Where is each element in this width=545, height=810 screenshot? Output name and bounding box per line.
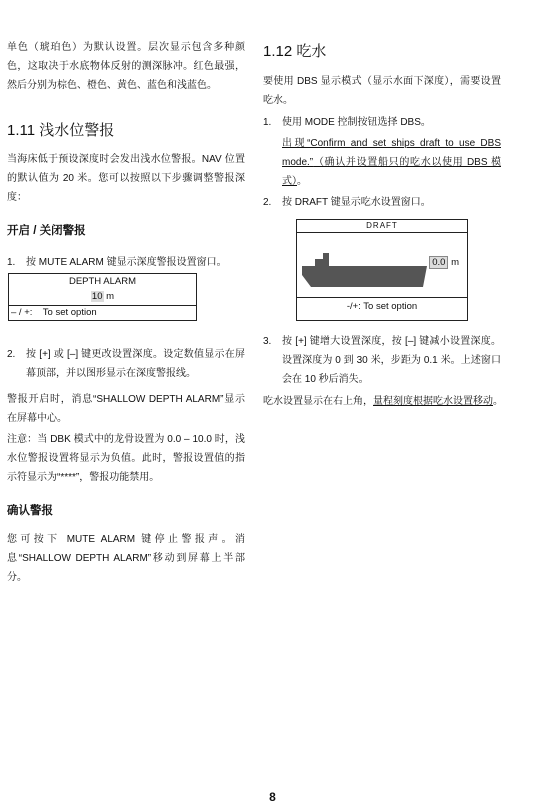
step-1-alarm [7, 253, 245, 273]
step-2-draft [263, 193, 501, 213]
step-number: 1. [263, 117, 272, 128]
step-text: 按 [+] 键增大设置深度，按 [–] 键减小设置深度。设置深度为 0 到 30 米，步距为 0.1 米。上述窗口会在 10 秒后消失。 [282, 336, 501, 385]
step-text: 按 DRAFT 键显示吃水设置窗口。 [282, 197, 431, 208]
draft-final-c: 。 [493, 396, 503, 407]
draft-final-paragraph [263, 392, 501, 411]
draft-value: 0.0 [429, 256, 448, 269]
depth-alarm-value: 10 [91, 291, 103, 302]
draft-final-a: 吃水设置显示在右上角， [263, 396, 373, 407]
confirm-message-en: 出现“Confirm and set ships draft to use DBS mode.” [282, 138, 501, 168]
step-text: 按 MUTE ALARM 键显示深度警报设置窗口。 [26, 257, 227, 268]
section-title-shallow-alarm: 1.11 浅水位警报 [7, 122, 115, 139]
confirm-message-end: 。 [297, 176, 307, 187]
draft-window-hint: -/+: To set option [346, 301, 418, 312]
draft-window [296, 219, 468, 321]
draft-intro-paragraph: 要使用 DBS 显示模式（显示水面下深度），需要设置吃水。 [263, 76, 501, 106]
intro-paragraph: 单色（琥珀色）为默认设置。层次显示包含多种颜色，这取决于水底物体反射的测深脉冲。红色最强，然后分别为棕色、橙色、黄色、蓝色和浅蓝色。 [7, 42, 245, 91]
step-3-draft [263, 332, 501, 392]
draft-window-title: DRAFT [297, 220, 467, 233]
draft-final-b: 量程刻度根据吃水设置移动 [373, 396, 493, 407]
step-1-draft [263, 113, 501, 133]
step-1-sub-text [282, 134, 501, 191]
step-2-alarm [7, 345, 245, 385]
heading-alarm-on-off: 开启 / 关闭警报 [7, 225, 86, 237]
draft-window-divider [297, 297, 467, 298]
heading-acknowledge-alarm: 确认警报 [7, 505, 53, 517]
note-paragraph: 注意：当 DBK 模式中的龙骨设置为 0.0 – 10.0 时，浅水位警报设置将显示为负值。此时，警报设置值的指示符显示为“****”，警报功能禁用。 [7, 434, 245, 483]
draft-value-row [429, 256, 459, 269]
confirm-message-zh: （确认并设置船只的吃水以使用 DBS 模式） [282, 157, 501, 187]
depth-alarm-title: DEPTH ALARM [68, 276, 137, 287]
step-number: 2. [263, 197, 272, 208]
step-text: 使用 MODE 控制按钮选择 DBS。 [282, 117, 431, 128]
depth-alarm-value-row [9, 290, 196, 304]
depth-alarm-window [8, 273, 197, 321]
step-number: 3. [263, 336, 272, 347]
step-text: 按 [+] 或 [–] 键更改设置深度。设定数值显示在屏幕顶部，并以图形显示在深度警报线。 [26, 349, 245, 379]
acknowledge-paragraph: 您可按下 MUTE ALARM 键停止警报声。消息“SHALLOW DEPTH ALARM”移动到屏幕上半部分。 [7, 534, 245, 583]
shallow-alarm-paragraph: 当海床低于预设深度时会发出浅水位警报。NAV 位置的默认值为 20 米。您可以按照以下步骤调整警报深度： [7, 154, 245, 203]
depth-alarm-hint: – / +: To set option [11, 307, 97, 318]
step-number: 1. [7, 257, 16, 268]
page-number: 8 [269, 790, 276, 804]
alarm-message-paragraph: 警报开启时，消息“SHALLOW DEPTH ALARM”显示在屏幕中心。 [7, 394, 245, 424]
section-title-draft: 1.12 吃水 [263, 43, 327, 60]
depth-alarm-unit: m [106, 291, 115, 302]
draft-unit: m [451, 257, 459, 268]
step-number: 2. [7, 349, 16, 360]
